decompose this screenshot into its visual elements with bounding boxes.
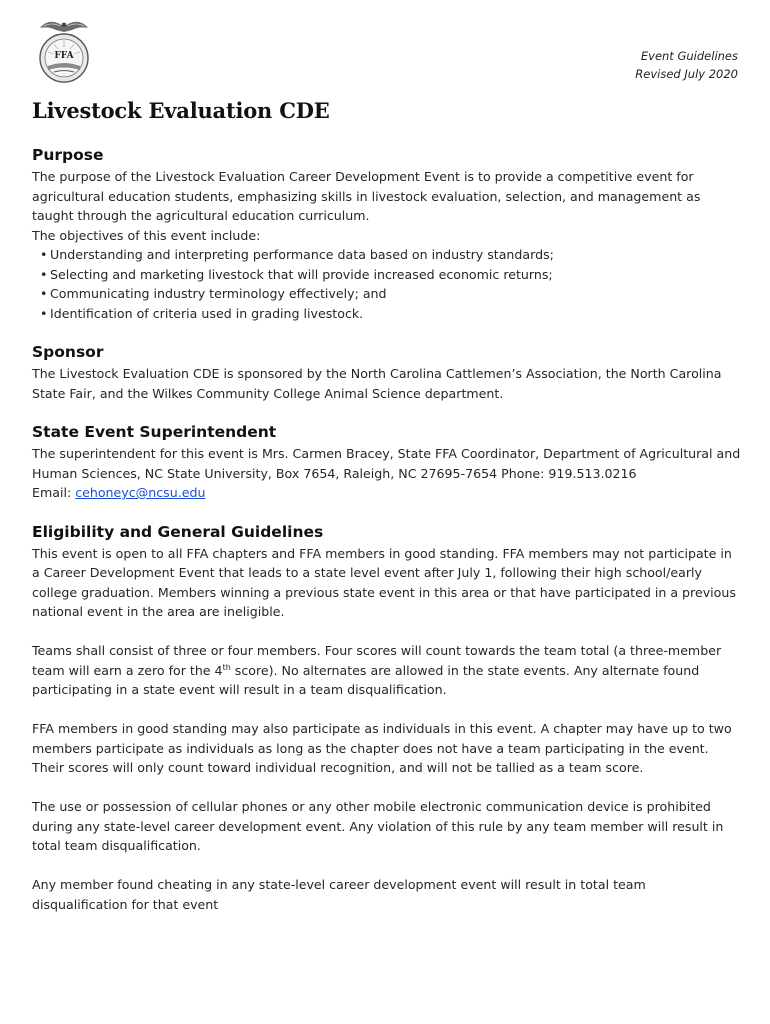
eligibility-paragraph-2: Teams shall consist of three or four members. Four scores will count towards the team total (a three-member team will earn a zero for the 4th score). No alternates are allowed in the state events. Any alternate found participating in a state event will result in a team disqualification. <box>32 643 722 697</box>
eligibility-section <box>32 523 742 915</box>
page-title: Livestock Evaluation CDE <box>32 98 330 123</box>
eligibility-paragraph-5: Any member found cheating in any state-level career development event will result in total team disqualification for that event <box>32 877 646 912</box>
document-content <box>32 146 742 934</box>
ffa-emblem-icon <box>34 14 94 88</box>
purpose-section <box>32 146 742 323</box>
meta-event-guidelines: Event Guidelines <box>640 49 738 63</box>
bullet-icon: • <box>40 286 48 301</box>
superintendent-section <box>32 423 742 503</box>
bullet-icon: • <box>40 305 48 321</box>
sponsor-section <box>32 343 742 403</box>
objectives-list <box>32 245 742 323</box>
meta-revised-date: Revised July 2020 <box>635 67 738 81</box>
list-item: • Identification of criteria used in grading livestock. <box>40 304 742 324</box>
eligibility-paragraph-1: This event is open to all FFA chapters and FFA members in good standing. FFA members may not participate in a Career Development Event that leads to a state level event after July 1, following their high school/early college graduation. Members winning a previous state event in this area or that have participated in a previous national event in the area are ineligible. <box>32 545 736 619</box>
document-meta <box>635 47 738 83</box>
eligibility-paragraph-3: FFA members in good standing may also participate as individuals in this event. A chapter may have up to two members participate as individuals as long as the chapter does not have a team participating in the event. Their scores will only count toward individual recognition, and will not be tallied as a team score. <box>32 721 732 775</box>
sponsor-heading: Sponsor <box>32 343 104 361</box>
bullet-icon: • <box>40 266 48 282</box>
sponsor-text: The Livestock Evaluation CDE is sponsored by the North Carolina Cattlemen’s Association, the North Carolina State Fair, and the Wilkes Community College Animal Science department. <box>32 366 722 401</box>
objectives-intro: The objectives of this event include: <box>32 227 261 243</box>
purpose-heading: Purpose <box>32 146 104 164</box>
email-link[interactable]: cehoneyc@ncsu.edu <box>75 485 206 500</box>
list-item: • Selecting and marketing livestock that will provide increased economic returns; <box>40 265 742 285</box>
eligibility-paragraph-4: The use or possession of cellular phones or any other mobile electronic communication device is prohibited during any state-level career development event. Any violation of this rule by any team member will result in total team disqualification. <box>32 799 724 853</box>
superintendent-heading: State Event Superintendent <box>32 423 277 441</box>
list-item: • Communicating industry terminology effectively; and <box>40 284 742 304</box>
superintendent-email-line <box>32 483 742 503</box>
ffa-emblem-text: FFA <box>54 51 74 61</box>
superintendent-text: The superintendent for this event is Mrs. Carmen Bracey, State FFA Coordinator, Department of Agricultural and Human Sciences, NC State University, Box 7654, Raleigh, NC 27695-7654 Phone: 919.513.0216 <box>32 446 741 481</box>
purpose-text: The purpose of the Livestock Evaluation Career Development Event is to provide a competitive event for agricultural education students, emphasizing skills in livestock evaluation, selection, and management as taught through the agricultural education curriculum. <box>32 169 701 223</box>
email-label: Email: <box>32 485 72 500</box>
bullet-icon: • <box>40 247 48 262</box>
ordinal-suffix: th <box>222 662 231 672</box>
eligibility-heading: Eligibility and General Guidelines <box>32 522 324 541</box>
list-item: • Understanding and interpreting performance data based on industry standards; <box>40 245 742 265</box>
